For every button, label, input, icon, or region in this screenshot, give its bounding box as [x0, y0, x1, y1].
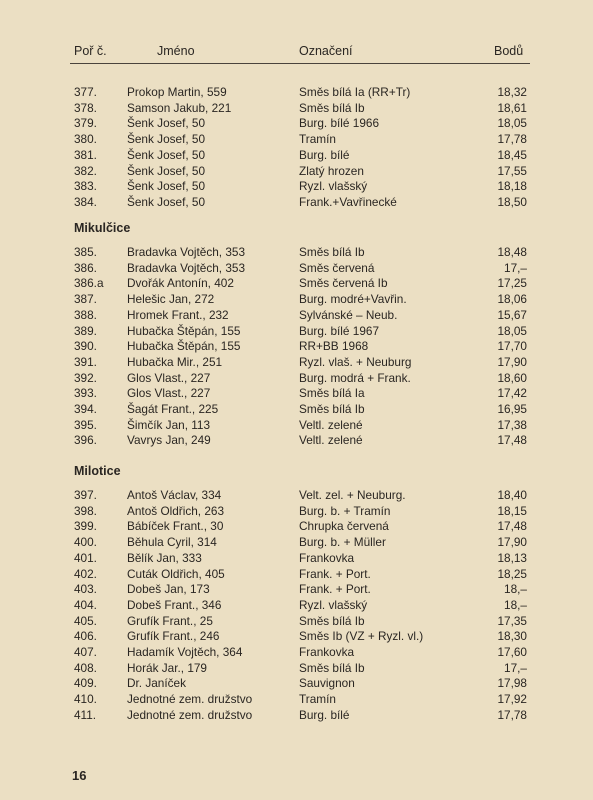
row-oznaceni: Burg. bílé: [299, 707, 350, 722]
header-rule: [70, 63, 530, 64]
row-oznaceni: Burg. modrá + Frank.: [299, 370, 411, 385]
row-number: 397.: [74, 488, 97, 502]
table-header: [0, 44, 593, 64]
row-number: 399.: [74, 519, 97, 534]
row-name: Hromek Frant., 232: [127, 307, 229, 322]
row-number: 380.: [74, 132, 97, 147]
row-number: 384.: [74, 194, 97, 209]
row-number: 409.: [74, 676, 97, 691]
row-oznaceni: Směs bílá Ia (RR+Tr): [299, 85, 411, 99]
row-oznaceni: Tramín: [299, 692, 336, 707]
row-oznaceni: Zlatý hrozen: [299, 163, 364, 178]
row-oznaceni: Veltl. zelené: [299, 433, 363, 448]
row-body: 17,98: [497, 676, 527, 691]
row-name: Dr. Janíček: [127, 676, 187, 691]
row-oznaceni: Burg. modré+Vavřin.: [299, 292, 407, 307]
row-name: Hubačka Mir., 251: [127, 354, 223, 369]
header-bodu: Bodů: [494, 44, 524, 58]
table-row: [0, 163, 593, 179]
row-oznaceni: Veltl. zelené: [299, 417, 363, 432]
row-body: 17,90: [497, 535, 527, 550]
table-row: [0, 323, 593, 339]
row-oznaceni: Burg. bílé 1966: [299, 116, 380, 131]
header-jmeno: Jméno: [157, 44, 195, 58]
row-body: 18,06: [497, 292, 527, 307]
row-number: 378.: [74, 100, 97, 115]
row-oznaceni: Velt. zel. + Neuburg.: [299, 488, 406, 502]
row-name: Hadamík Vojtěch, 364: [127, 645, 243, 659]
row-number: 389.: [74, 323, 97, 338]
table-row: [0, 385, 593, 401]
row-name: Bradavka Vojtěch, 353: [127, 245, 246, 259]
row-number: 404.: [74, 597, 97, 612]
table-row: [0, 503, 593, 519]
row-body: 18,30: [497, 629, 527, 644]
row-name: Antoš Oldřich, 263: [127, 503, 225, 518]
row-name: Jednotné zem. družstvo: [127, 692, 253, 707]
table-row: [0, 597, 593, 613]
row-number: 386.: [74, 260, 97, 275]
table-row: [0, 691, 593, 707]
row-body: 17,90: [497, 354, 527, 369]
table-row: [0, 147, 593, 163]
table-row: [0, 291, 593, 307]
row-oznaceni: Ryzl. vlašský: [299, 597, 368, 612]
row-number: 410.: [74, 692, 97, 707]
table-row: [0, 100, 593, 116]
row-name: Šenk Josef, 50: [127, 163, 206, 178]
row-name: Šenk Josef, 50: [127, 194, 206, 209]
row-body: 17,70: [497, 339, 527, 354]
row-body: 18,–: [504, 597, 527, 612]
row-oznaceni: Burg. bílé: [299, 147, 350, 162]
row-name: Bradavka Vojtěch, 353: [127, 260, 246, 275]
row-number: 390.: [74, 339, 97, 354]
row-number: 381.: [74, 147, 97, 162]
section-heading-milotice: Milotice: [74, 464, 121, 478]
header-por: Poř č.: [74, 44, 107, 58]
row-name: Prokop Martin, 559: [127, 85, 227, 99]
row-number: 387.: [74, 292, 97, 307]
row-body: 18,15: [497, 503, 527, 518]
row-oznaceni: Ryzl. vlašský: [299, 179, 368, 194]
row-name: Dobeš Frant., 346: [127, 597, 222, 612]
row-number: 405.: [74, 613, 97, 628]
row-oznaceni: Směs bílá Ib: [299, 660, 365, 675]
row-oznaceni: Směs bílá Ib: [299, 245, 365, 259]
table-row: [0, 131, 593, 147]
row-body: 17,38: [497, 417, 527, 432]
row-number: 383.: [74, 179, 97, 194]
row-name: Vavrys Jan, 249: [127, 433, 211, 448]
row-name: Šenk Josef, 50: [127, 132, 206, 147]
row-body: 17,25: [497, 276, 527, 291]
row-oznaceni: Burg. bílé 1967: [299, 323, 380, 338]
row-name: Šenk Josef, 50: [127, 116, 206, 131]
row-body: 18,05: [497, 116, 527, 131]
table-row: [0, 370, 593, 386]
row-number: 407.: [74, 645, 97, 659]
section-heading-mikulcice: Mikulčice: [74, 221, 131, 235]
table-row: [0, 432, 593, 448]
row-body: 17,60: [497, 645, 527, 659]
table-row: [0, 644, 593, 660]
row-oznaceni: Frank.+Vavřinecké: [299, 194, 397, 209]
row-number: 377.: [74, 85, 97, 99]
row-number: 386.a: [74, 276, 104, 291]
table-row: [0, 534, 593, 550]
row-oznaceni: Směs červená Ib: [299, 276, 388, 291]
row-number: 395.: [74, 417, 97, 432]
table-row: [0, 115, 593, 131]
row-body: 18,25: [497, 566, 527, 581]
table-row: [0, 613, 593, 629]
row-oznaceni: Frankovka: [299, 550, 355, 565]
table-row: [0, 401, 593, 417]
table-row: [0, 707, 593, 723]
row-body: 18,05: [497, 323, 527, 338]
row-name: Glos Vlast., 227: [127, 370, 211, 385]
table-row: [0, 675, 593, 691]
table-row: [0, 581, 593, 597]
table-row: [0, 338, 593, 354]
row-body: 18,40: [497, 488, 527, 502]
row-name: Glos Vlast., 227: [127, 386, 211, 401]
row-name: Samson Jakub, 221: [127, 100, 232, 115]
table-row: [0, 307, 593, 323]
row-name: Bělík Jan, 333: [127, 550, 202, 565]
row-oznaceni: Směs Ib (VZ + Ryzl. vl.): [299, 629, 424, 644]
row-body: 17,48: [497, 519, 527, 534]
row-body: 18,48: [497, 245, 527, 259]
row-body: 17,35: [497, 613, 527, 628]
row-name: Šimčík Jan, 113: [127, 417, 211, 432]
row-name: Bábíček Frant., 30: [127, 519, 224, 534]
row-oznaceni: Chrupka červená: [299, 519, 389, 534]
table-row: [0, 354, 593, 370]
table-row: [0, 550, 593, 566]
row-number: 385.: [74, 245, 97, 259]
row-name: Dobeš Jan, 173: [127, 582, 210, 597]
row-name: Jednotné zem. družstvo: [127, 707, 253, 722]
table-row: [0, 566, 593, 582]
row-number: 403.: [74, 582, 97, 597]
table-row: [0, 244, 593, 260]
row-name: Horák Jar., 179: [127, 660, 207, 675]
row-body: 17,55: [497, 163, 527, 178]
row-body: 18,45: [497, 147, 527, 162]
row-name: Dvořák Antonín, 402: [127, 276, 234, 291]
row-number: 401.: [74, 550, 97, 565]
row-body: 18,–: [504, 582, 527, 597]
row-oznaceni: RR+BB 1968: [299, 339, 369, 354]
row-body: 15,67: [497, 307, 527, 322]
row-body: 16,95: [497, 402, 527, 416]
table-row: [0, 660, 593, 676]
row-name: Hubačka Štěpán, 155: [127, 339, 241, 354]
row-number: 382.: [74, 163, 97, 178]
row-oznaceni: Frank. + Port.: [299, 582, 371, 597]
row-number: 400.: [74, 535, 97, 550]
row-oznaceni: Tramín: [299, 132, 336, 147]
table-row: [0, 178, 593, 194]
table-row: [0, 84, 593, 100]
row-body: 17,–: [504, 260, 527, 275]
row-name: Grufík Frant., 25: [127, 613, 213, 628]
table-row: [0, 487, 593, 503]
row-number: 388.: [74, 307, 97, 322]
row-body: 18,61: [497, 100, 527, 115]
table-row: [0, 628, 593, 644]
table-row: [0, 275, 593, 291]
table-row: [0, 260, 593, 276]
row-number: 398.: [74, 503, 97, 518]
row-body: 17,42: [497, 386, 527, 401]
row-name: Hubačka Štěpán, 155: [127, 323, 241, 338]
row-number: 406.: [74, 629, 97, 644]
row-body: 18,13: [497, 550, 527, 565]
row-number: 391.: [74, 354, 97, 369]
row-number: 392.: [74, 370, 97, 385]
row-body: 17,78: [497, 132, 527, 147]
row-oznaceni: Frankovka: [299, 645, 355, 659]
table-row: [0, 518, 593, 534]
row-oznaceni: Směs bílá Ia: [299, 386, 365, 401]
row-body: 18,50: [497, 194, 527, 209]
row-oznaceni: Směs bílá Ib: [299, 613, 365, 628]
row-oznaceni: Burg. b. + Tramín: [299, 503, 391, 518]
row-number: 379.: [74, 116, 97, 131]
row-name: Cuták Oldřich, 405: [127, 566, 225, 581]
row-number: 394.: [74, 402, 97, 416]
row-body: 17,92: [497, 692, 527, 707]
row-body: 18,32: [497, 85, 527, 99]
row-name: Šagát Frant., 225: [127, 402, 219, 416]
table-row: [0, 194, 593, 210]
row-number: 393.: [74, 386, 97, 401]
row-body: 17,78: [497, 707, 527, 722]
row-number: 408.: [74, 660, 97, 675]
page-number: 16: [72, 768, 87, 783]
row-name: Helešic Jan, 272: [127, 292, 215, 307]
row-body: 18,60: [497, 370, 527, 385]
row-body: 17,48: [497, 433, 527, 448]
row-number: 396.: [74, 433, 97, 448]
row-name: Šenk Josef, 50: [127, 147, 206, 162]
row-number: 402.: [74, 566, 97, 581]
row-oznaceni: Frank. + Port.: [299, 566, 371, 581]
table-row: [0, 417, 593, 433]
row-oznaceni: Sylvánské – Neub.: [299, 307, 398, 322]
row-body: 18,18: [497, 179, 527, 194]
row-name: Šenk Josef, 50: [127, 179, 206, 194]
row-oznaceni: Burg. b. + Müller: [299, 535, 386, 550]
row-number: 411.: [74, 707, 97, 722]
row-oznaceni: Sauvignon: [299, 676, 355, 691]
row-oznaceni: Směs bílá Ib: [299, 100, 365, 115]
row-oznaceni: Směs bílá Ib: [299, 402, 365, 416]
header-oznaceni: Označení: [299, 44, 353, 58]
row-name: Běhula Cyril, 314: [127, 535, 217, 550]
row-name: Antoš Václav, 334: [127, 488, 222, 502]
row-body: 17,–: [504, 660, 527, 675]
row-name: Grufík Frant., 246: [127, 629, 220, 644]
row-oznaceni: Směs červená: [299, 260, 375, 275]
row-oznaceni: Ryzl. vlaš. + Neuburg: [299, 354, 412, 369]
